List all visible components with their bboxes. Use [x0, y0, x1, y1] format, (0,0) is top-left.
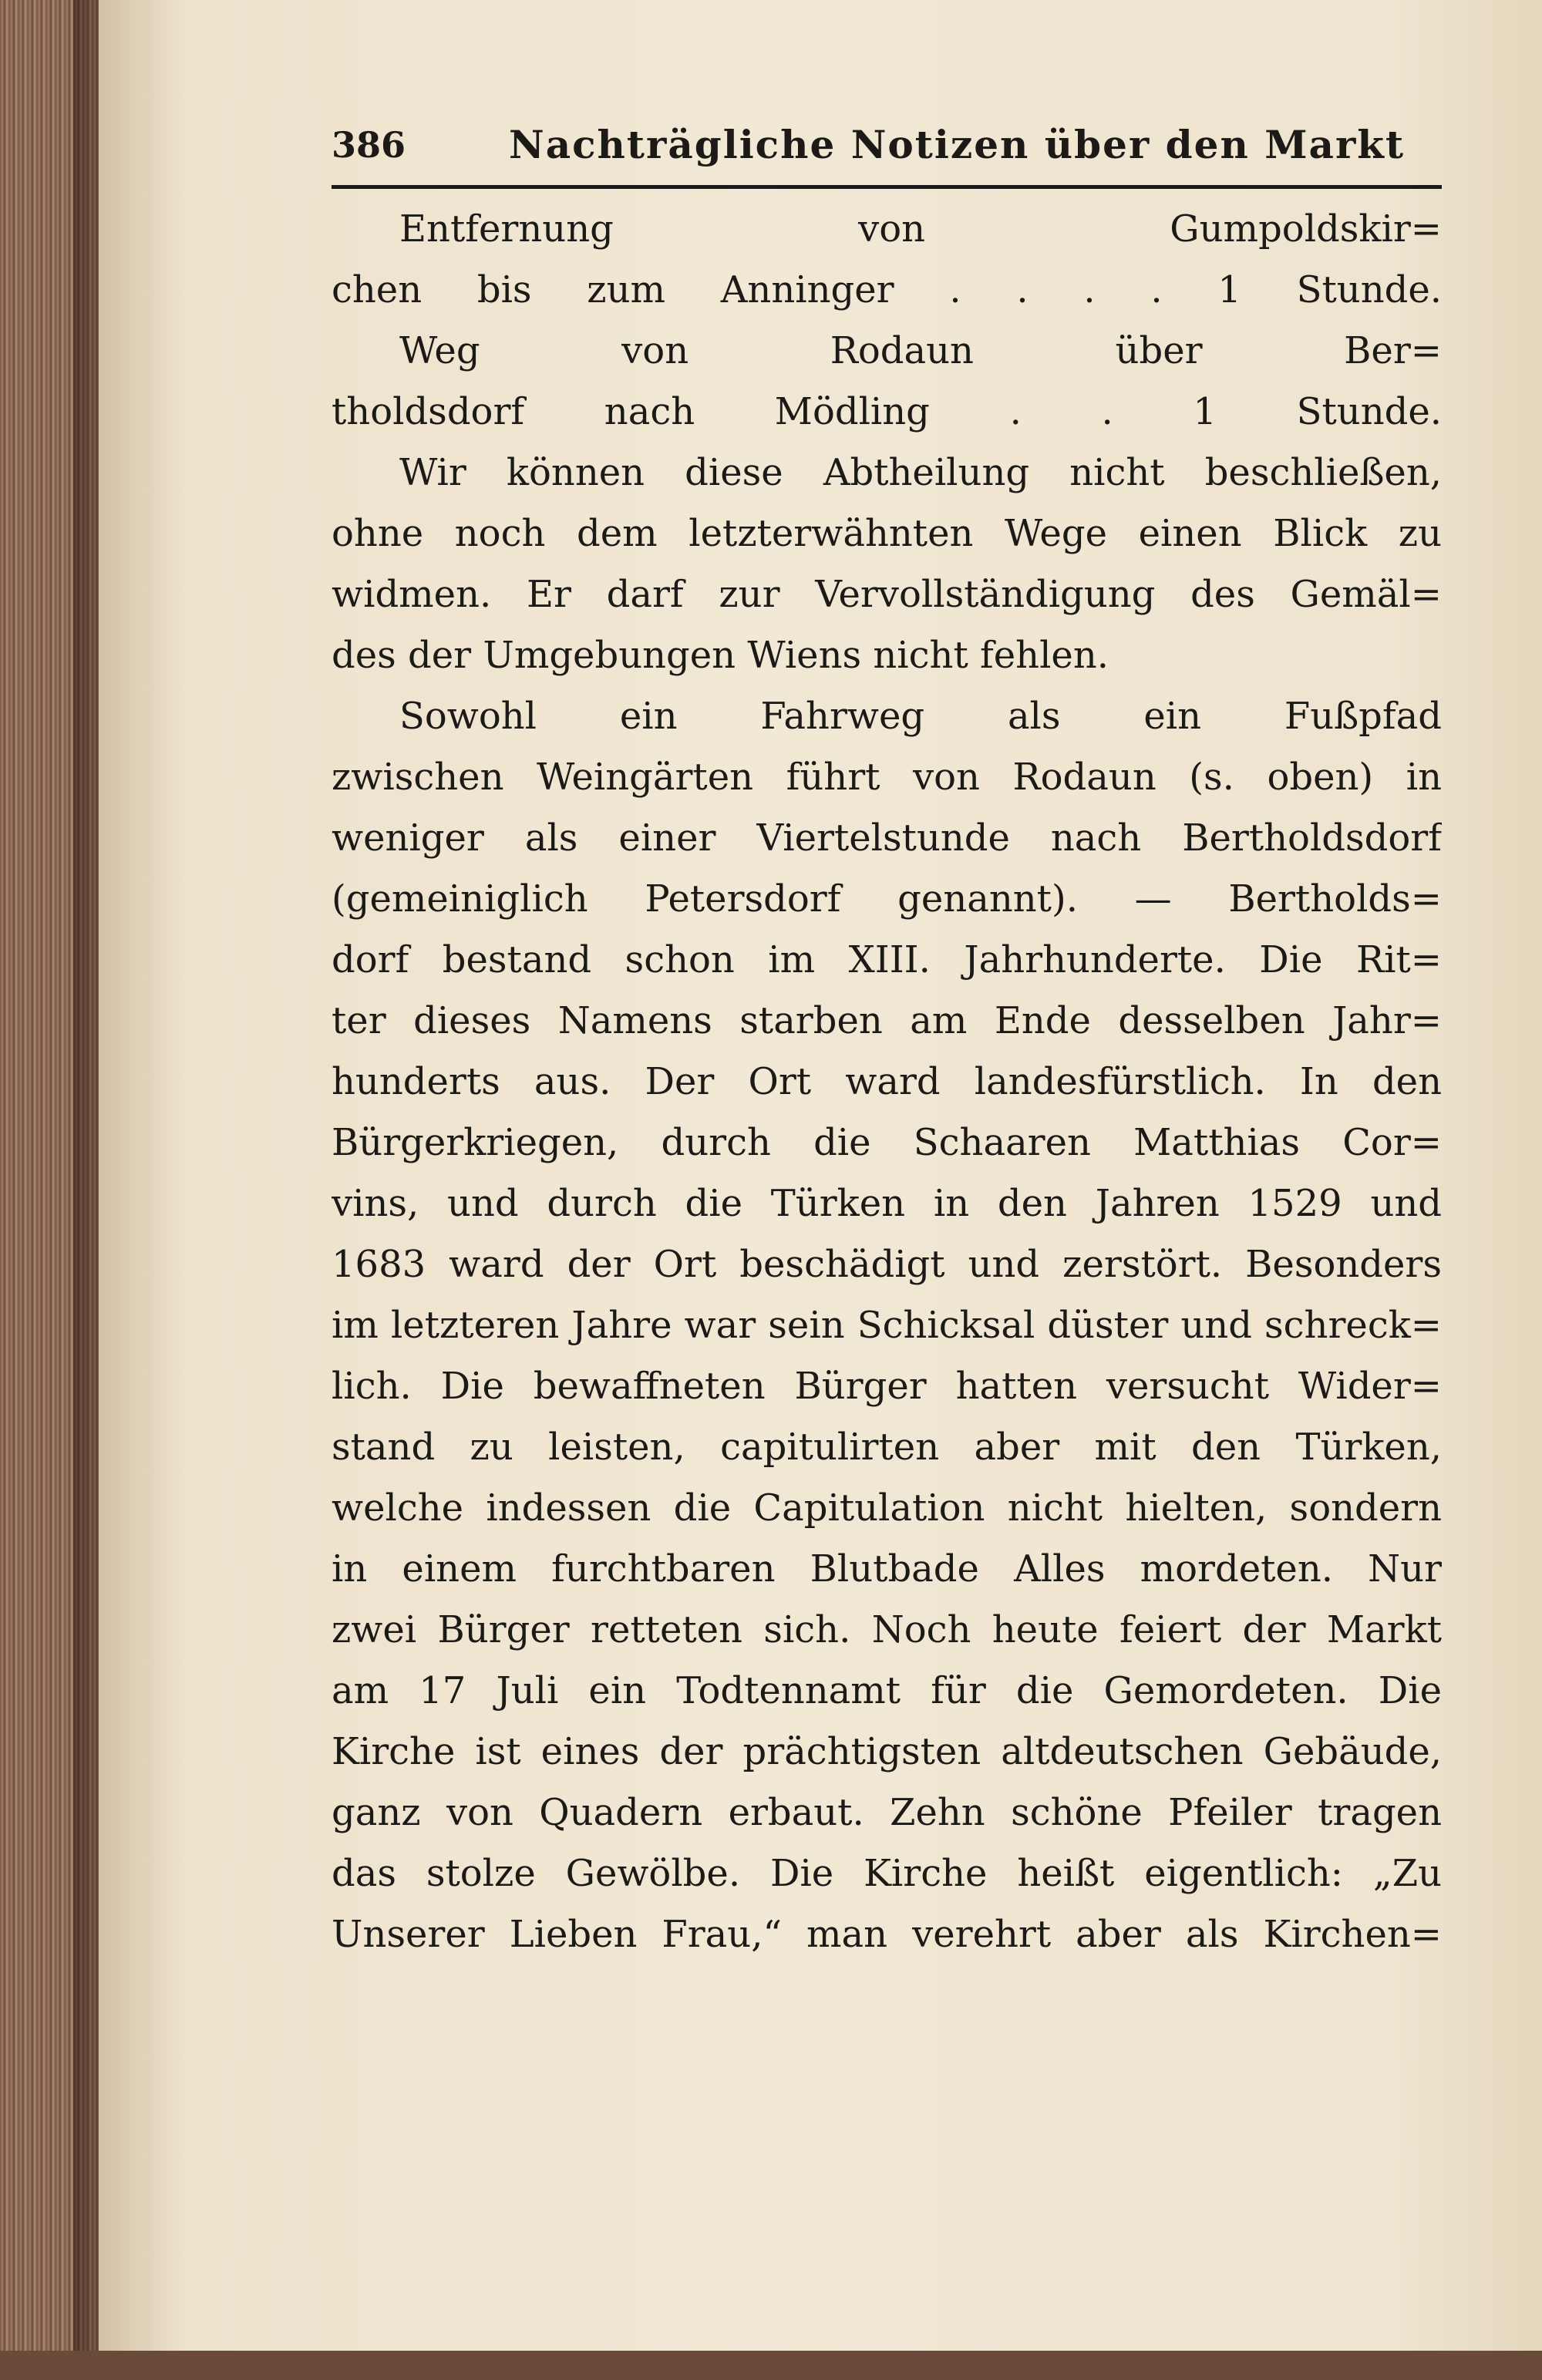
text-line: in einem furchtbaren Blutbade Alles mordeten. Nur — [332, 1547, 1442, 1591]
header-rule — [332, 185, 1442, 189]
text-line: stand zu leisten, capitulirten aber mit den Türken, — [332, 1426, 1442, 1469]
text-line: das stolze Gewölbe. Die Kirche heißt eigentlich: „Zu — [332, 1852, 1442, 1895]
text-line: Weg von Rodaun über Ber= — [399, 329, 1442, 372]
text-line: widmen. Er darf zur Vervollständigung des Gemäl= — [332, 573, 1442, 616]
text-line: lich. Die bewaffneten Bürger hatten versucht Wider= — [332, 1365, 1442, 1408]
text-line: weniger als einer Viertelstunde nach Bertholdsdorf — [332, 816, 1442, 860]
text-line: des der Umgebungen Wiens nicht fehlen. — [332, 634, 1109, 677]
text-line: hunderts aus. Der Ort ward landesfürstlich. In den — [332, 1060, 1442, 1103]
text-line: ganz von Quadern erbaut. Zehn schöne Pfeiler tragen — [332, 1791, 1442, 1834]
text-line: ohne noch dem letzterwähnten Wege einen Blick zu — [332, 512, 1442, 555]
text-line: zwischen Weingärten führt von Rodaun (s. oben) in — [332, 756, 1442, 799]
text-line: welche indessen die Capitulation nicht hielten, sondern — [332, 1486, 1442, 1530]
text-line: vins, und durch die Türken in den Jahren 1529 und — [332, 1182, 1442, 1225]
text-line: zwei Bürger retteten sich. Noch heute feiert der Markt — [332, 1608, 1442, 1651]
text-line: chen bis zum Anninger . . . . 1 Stunde. — [332, 268, 1442, 311]
text-line: Entfernung von Gumpoldskir= — [399, 207, 1442, 251]
running-head: Nachträgliche Notizen über den Markt — [509, 122, 1406, 167]
text-line: tholdsdorf nach Mödling . . 1 Stunde. — [332, 390, 1442, 433]
text-line: im letzteren Jahre war sein Schicksal düster und schreck= — [332, 1304, 1442, 1347]
text-line: Sowohl ein Fahrweg als ein Fußpfad — [399, 695, 1442, 738]
text-line: am 17 Juli ein Todtennamt für die Gemordeten. Die — [332, 1669, 1442, 1712]
text-line: ter dieses Namens starben am Ende desselben Jahr= — [332, 999, 1442, 1042]
text-line: Wir können diese Abtheilung nicht beschließen, — [399, 451, 1442, 494]
page-number: 386 — [332, 124, 406, 166]
text-line: Kirche ist eines der prächtigsten altdeutschen Gebäude, — [332, 1730, 1442, 1773]
body-text — [332, 199, 1442, 1965]
page-header — [332, 114, 1442, 176]
bottom-edge — [0, 2351, 1542, 2380]
text-line: 1683 ward der Ort beschädigt und zerstört. Besonders — [332, 1243, 1442, 1286]
text-line: dorf bestand schon im XIII. Jahrhunderte. Die Rit= — [332, 938, 1442, 981]
text-line: Unserer Lieben Frau,“ man verehrt aber als Kirchen= — [332, 1913, 1442, 1956]
text-line: Bürgerkriegen, durch die Schaaren Matthias Cor= — [332, 1121, 1442, 1164]
text-line: (gemeiniglich Petersdorf genannt). — Bertholds= — [332, 877, 1442, 921]
